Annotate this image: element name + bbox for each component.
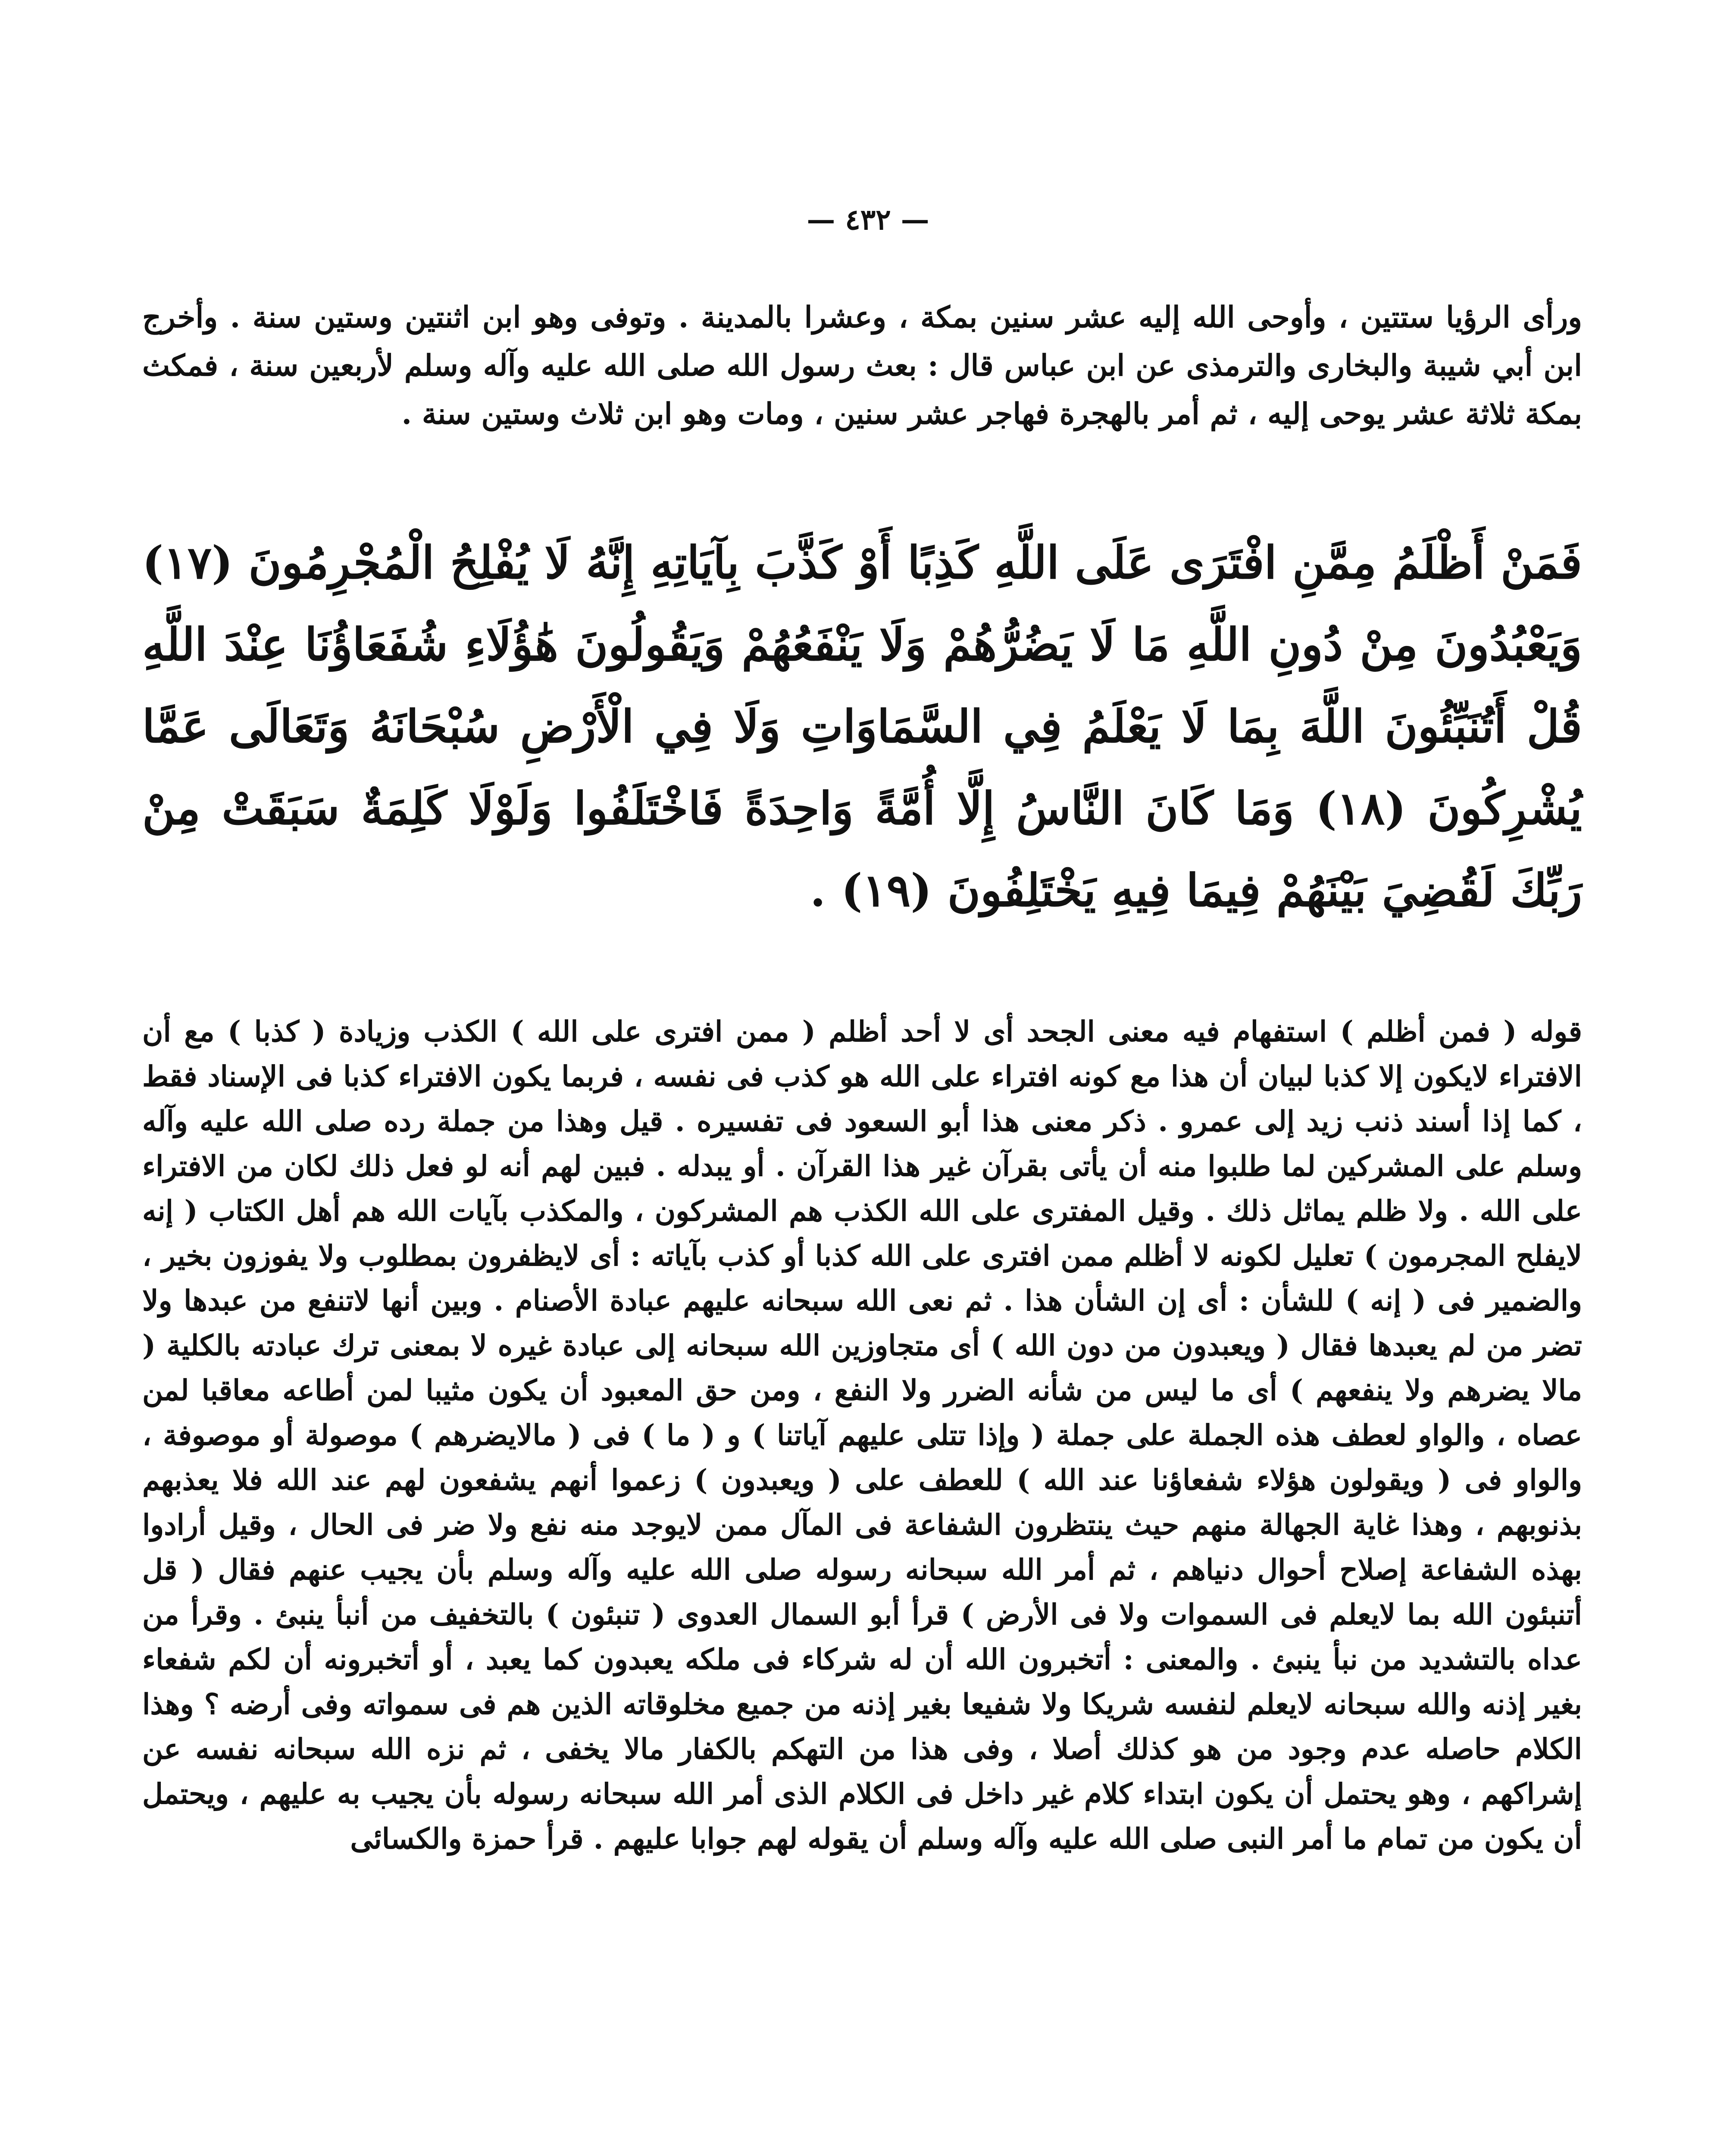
page-number: — ٤٣٢ — — [807, 203, 929, 236]
commentary-text: قوله ( فمن أظلم ) استفهام فيه معنى الجحد أى لا أحد أظلم ( ممن افترى على الله ) الكذب وزيادة ( كذبا ) مع أن الافتراء لايكون إلا كذبا لبيان أن هذا مع كونه افتراء على الله هو كذب فى نفسه ، فربما يكون الافتراء كذبا فى الإسناد فقط ، كما إذا أسند ذنب زيد إلى عمرو . ذكر معنى هذا أبو السعود فى تفسيره . قيل وهذا من جملة رده صلى الله عليه وآله وسلم على المشركين لما طلبوا منه أن يأتى بقرآن غير هذا القرآن . أو يبدله . فبين لهم أنه لو فعل ذلك لكان من الافتراء على الله . ولا ظلم يماثل ذلك . وقيل المفترى على الله الكذب هم المشركون ، والمكذب بآيات الله هم أهل الكتاب ( إنه لايفلح المجرمون ) تعليل لكونه لا أظلم ممن افترى على الله كذبا أو كذب بآياته : أى لايظفرون بمطلوب ولا يفوزون بخير ، والضمير فى ( إنه ) للشأن : أى إن الشأن هذا . ثم نعى الله سبحانه عليهم عبادة الأصنام . وبين أنها لاتنفع من عبدها ولا تضر من لم يعبدها فقال ( ويعبدون من دون الله ) أى متجاوزين الله سبحانه إلى عبادة غيره لا بمعنى ترك عبادته بالكلية ( مالا يضرهم ولا ينفعهم ) أى ما ليس من شأنه الضرر ولا النفع ، ومن حق المعبود أن يكون مثيبا لمن أطاعه معاقبا لمن عصاه ، والواو لعطف هذه الجملة على جملة ( وإذا تتلى عليهم آياتنا ) و ( ما ) فى ( مالايضرهم ) موصولة أو موصوفة ، والواو فى ( ويقولون هؤلاء شفعاؤنا عند الله ) للعطف على ( ويعبدون ) زعموا أنهم يشفعون لهم عند الله فلا يعذبهم بذنوبهم ، وهذا غاية الجهالة منهم حيث ينتظرون الشفاعة فى المآل ممن لايوجد منه نفع ولا ضر فى الحال ، وقيل أرادوا بهذه الشفاعة إصلاح أحوال دنياهم ، ثم أمر الله سبحانه رسوله صلى الله عليه وآله وسلم بأن يجيب عنهم فقال ( قل أتنبئون الله بما لايعلم فى السموات ولا فى الأرض ) قرأ أبو السمال العدوى ( تنبئون ) بالتخفيف من أنبأ ينبئ . وقرأ من عداه بالتشديد من نبأ ينبئ . والمعنى : أتخبرون الله أن له شركاء فى ملكه يعبدون كما يعبد ، أو أتخبرونه أن لكم شفعاء بغير إذنه والله سبحانه لايعلم لنفسه شريكا ولا شفيعا بغير إذنه من جميع مخلوقاته الذين هم فى سمواته وفى أرضه ؟ وهذا الكلام حاصله عدم وجود من هو كذلك أصلا ، وفى هذا من التهكم بالكفار مالا يخفى ، ثم نزه الله سبحانه نفسه عن إشراكهم ، وهو يحتمل أن يكون ابتداء كلام غير داخل فى الكلام الذى أمر الله سبحانه رسوله بأن يجيب به عليهم ، ويحتمل أن يكون من تمام ما أمر النبى صلى الله عليه وآله وسلم أن يقوله لهم جوابا عليهم . قرأ حمزة والكسائى — [142, 1015, 1582, 1855]
verses-text: فَمَنْ أَظْلَمُ مِمَّنِ افْتَرَى عَلَى اللَّهِ كَذِبًا أَوْ كَذَّبَ بِآيَاتِهِ إِنَّهُ لَا يُفْلِحُ الْمُجْرِمُونَ (١٧) وَيَعْبُدُونَ مِنْ دُونِ اللَّهِ مَا لَا يَضُرُّهُمْ وَلَا يَنْفَعُهُمْ وَيَقُولُونَ هَٰؤُلَاءِ شُفَعَاؤُنَا عِنْدَ اللَّهِ قُلْ أَتُنَبِّئُونَ اللَّهَ بِمَا لَا يَعْلَمُ فِي السَّمَاوَاتِ وَلَا فِي الْأَرْضِ سُبْحَانَهُ وَتَعَالَى عَمَّا يُشْرِكُونَ (١٨) وَمَا كَانَ النَّاسُ إِلَّا أُمَّةً وَاحِدَةً فَاخْتَلَفُوا وَلَوْلَا كَلِمَةٌ سَبَقَتْ مِنْ رَبِّكَ لَقُضِيَ بَيْنَهُمْ فِيمَا فِيهِ يَخْتَلِفُونَ (١٩) . — [142, 536, 1582, 917]
intro-text: ورأى الرؤيا ستتين ، وأوحى الله إليه عشر سنين بمكة ، وعشرا بالمدينة . وتوفى وهو ابن اثنتين وستين سنة . وأخرج ابن أبي شيبة والبخارى والترمذى عن ابن عباس قال : بعث رسول الله صلى الله عليه وآله وسلم لأربعين سنة ، فمكث بمكة ثلاثة عشر يوحى إليه ، ثم أمر بالهجرة فهاجر عشر سنين ، ومات وهو ابن ثلاث وستين سنة . — [142, 300, 1582, 431]
quran-verses — [142, 522, 1582, 931]
intro-paragraph — [142, 293, 1582, 438]
commentary-paragraph — [142, 1009, 1582, 1861]
